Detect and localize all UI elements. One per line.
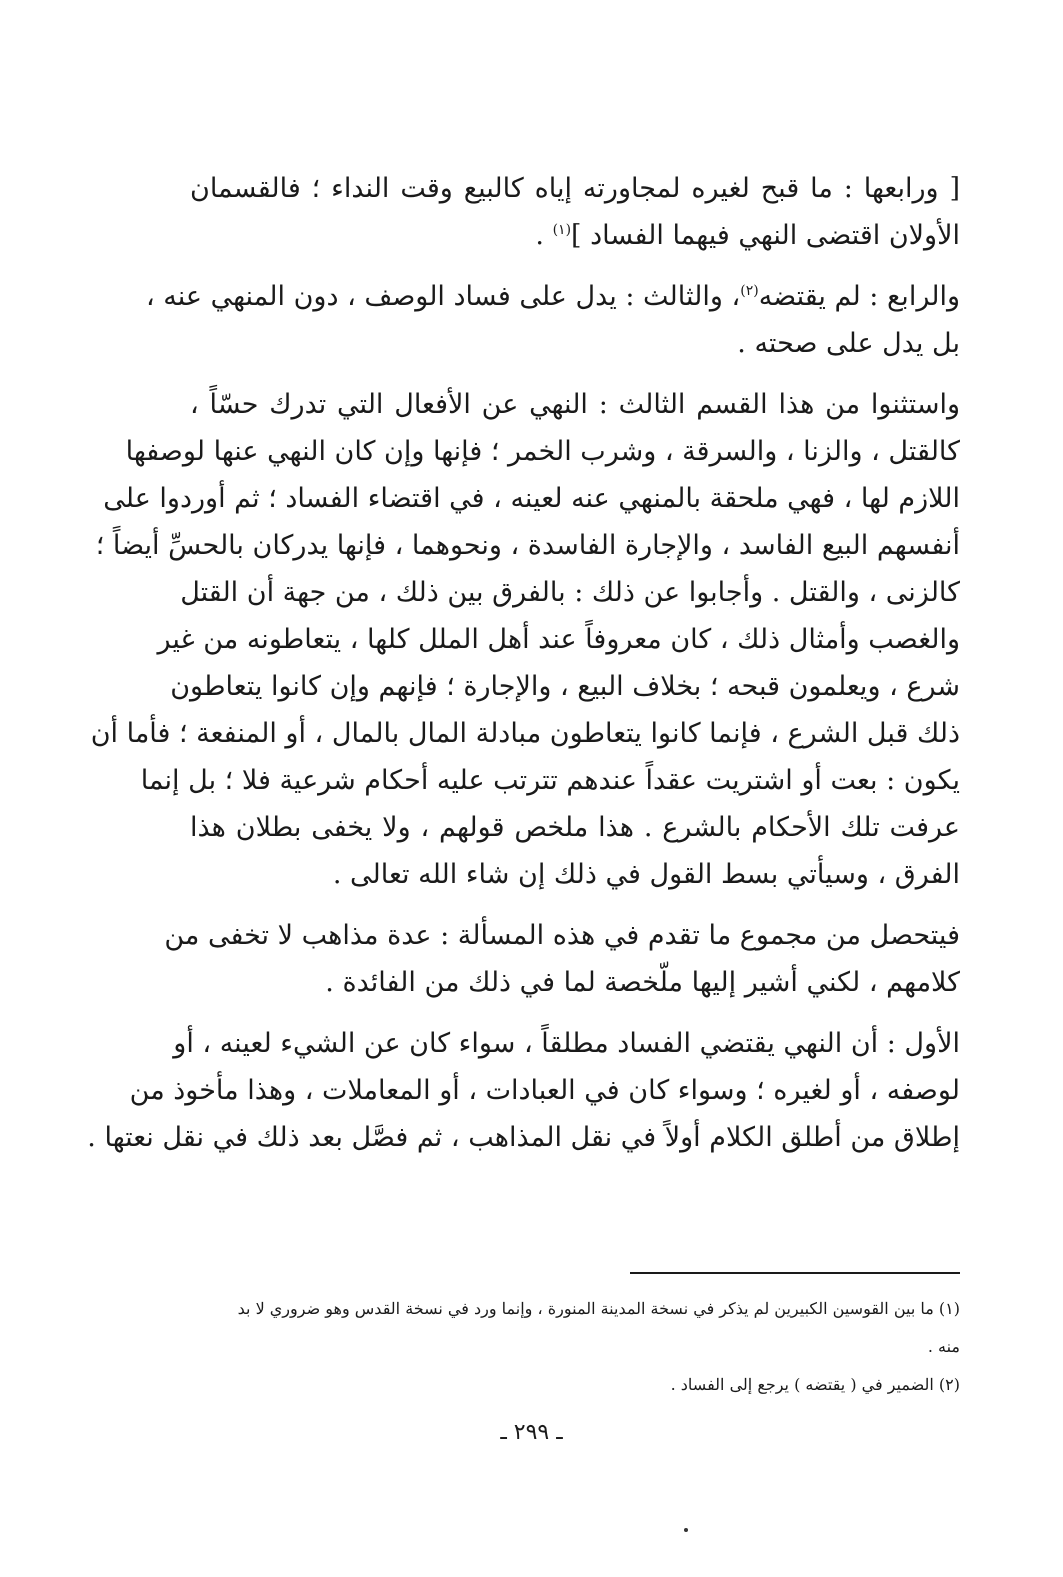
footnote-2: (٢) الضمير في ( يقتضه ) يرجع إلى الفساد . — [670, 1375, 960, 1394]
text-line: أنفسهم البيع الفاسد ، والإجارة الفاسدة ، ونحوهما ، فإنها يدركان بالحسِّ أيضاً ؛ — [95, 530, 960, 561]
text-line: إطلاق من أطلق الكلام أولاً في نقل المذاهب ، ثم فصَّل بعد ذلك في نقل نعتها . — [87, 1122, 960, 1153]
text-line: واستثنوا من هذا القسم الثالث : النهي عن الأفعال التي تدرك حسّاً ، — [190, 389, 960, 420]
footnotes — [190, 1290, 960, 1404]
text-line — [145, 273, 960, 320]
text-line: الفرق ، وسيأتي بسط القول في ذلك إن شاء الله تعالى . — [332, 859, 960, 890]
text-line: الأول : أن النهي يقتضي الفساد مطلقاً ، سواء كان عن الشيء لعينه ، أو — [173, 1028, 960, 1059]
footnote-mark: (١) — [552, 222, 572, 238]
text-line: شرع ، ويعلمون قبحه ؛ بخلاف البيع ، والإجارة ؛ فإنهم وإن كانوا يتعاطون — [170, 671, 960, 702]
page-number: ـ ٢٩٩ ـ — [500, 1420, 563, 1445]
text-line: لوصفه ، أو لغيره ؛ وسواء كان في العبادات ، أو المعاملات ، وهذا مأخوذ من — [129, 1075, 960, 1106]
text-line: فيتحصل من مجموع ما تقدم في هذه المسألة : عدة مذاهب لا تخفى من — [164, 920, 960, 951]
paragraph-3 — [90, 381, 960, 898]
text-line: [ ورابعها : ما قبح لغيره لمجاورته إياه كالبيع وقت النداء ؛ فالقسمان — [190, 173, 960, 204]
paragraph-4 — [164, 912, 960, 1006]
paragraph-5 — [87, 1020, 960, 1161]
text-line: اللازم لها ، فهي ملحقة بالمنهي عنه لعينه ، في اقتضاء الفساد ؛ ثم أوردوا على — [103, 483, 960, 514]
footnote-divider — [630, 1272, 960, 1274]
text-span: والرابع : لم يقتضه — [758, 281, 960, 312]
text-span: الأولان اقتضى النهي فيهما الفساد ] — [571, 220, 960, 251]
footnote-1-continued: منه . — [927, 1337, 960, 1356]
footnote-1: (١) ما بين القوسين الكبيرين لم يذكر في نسخة المدينة المنورة ، وإنما ورد في نسخة القدس وهو ضروري لا بد — [237, 1299, 960, 1318]
scan-speck — [684, 1528, 688, 1532]
paragraph-2 — [145, 273, 960, 367]
text-line: كالزنى ، والقتل . وأجابوا عن ذلك : بالفرق بين ذلك ، من جهة أن القتل — [180, 577, 960, 608]
text-line: عرفت تلك الأحكام بالشرع . هذا ملخص قولهم ، ولا يخفى بطلان هذا — [190, 812, 960, 843]
footnote-mark: (٢) — [740, 283, 759, 299]
main-text — [87, 165, 960, 1175]
text-line — [190, 212, 960, 259]
text-line: كالقتل ، والزنا ، والسرقة ، وشرب الخمر ؛ فإنها وإن كان النهي عنها لوصفها — [125, 436, 960, 467]
text-line: بل يدل على صحته . — [737, 328, 960, 359]
text-line: يكون : بعت أو اشتريت عقداً عندهم تترتب عليه أحكام شرعية فلا ؛ بل إنما — [140, 765, 960, 796]
text-line: والغصب وأمثال ذلك ، كان معروفاً عند أهل الملل كلها ، يتعاطونه من غير — [157, 624, 960, 655]
text-line: ذلك قبل الشرع ، فإنما كانوا يتعاطون مبادلة المال بالمال ، أو المنفعة ؛ فأما أن — [90, 718, 960, 749]
text-span: . — [535, 220, 553, 251]
text-line: كلامهم ، لكني أشير إليها ملّخصة لما في ذلك من الفائدة . — [325, 967, 960, 998]
paragraph-1 — [190, 165, 960, 259]
text-span: ، والثالث : يدل على فساد الوصف ، دون المنهي عنه ، — [145, 281, 741, 312]
